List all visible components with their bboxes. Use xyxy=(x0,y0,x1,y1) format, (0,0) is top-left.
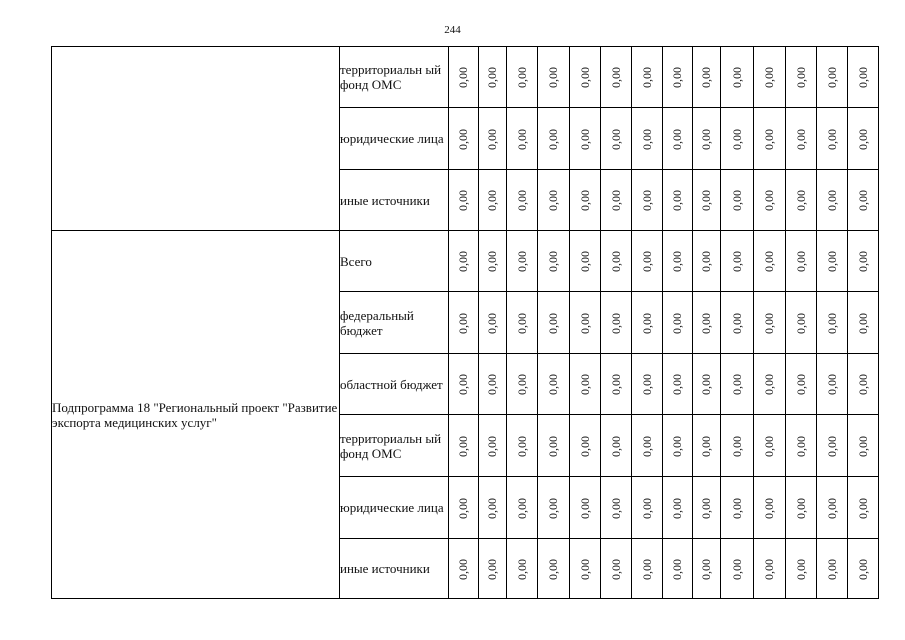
value-cell xyxy=(538,231,570,292)
funding-source-cell: иные источники xyxy=(340,539,449,599)
value-text: 0,00 xyxy=(793,251,808,272)
value-cell xyxy=(570,47,601,108)
value-text: 0,00 xyxy=(639,497,654,519)
value-text: 0,00 xyxy=(608,190,623,211)
funding-source-cell: юридические лица xyxy=(340,108,449,170)
value-cell xyxy=(693,415,721,477)
value-cell xyxy=(786,539,817,599)
value-cell xyxy=(848,231,879,292)
value-cell xyxy=(848,415,879,477)
value-text: 0,00 xyxy=(608,67,623,88)
value-cell xyxy=(601,415,632,477)
value-text: 0,00 xyxy=(762,67,776,88)
value-text: 0,00 xyxy=(855,435,870,457)
value-text: 0,00 xyxy=(639,190,654,211)
value-text: 0,00 xyxy=(546,67,560,88)
value-cell xyxy=(479,108,507,170)
value-cell xyxy=(663,539,693,599)
value-text: 0,00 xyxy=(608,435,623,457)
value-text: 0,00 xyxy=(855,497,870,519)
value-text: 0,00 xyxy=(485,497,499,519)
value-text: 0,00 xyxy=(485,190,499,211)
value-text: 0,00 xyxy=(670,497,684,519)
value-text: 0,00 xyxy=(670,190,684,211)
value-cell xyxy=(449,415,479,477)
value-cell xyxy=(449,477,479,539)
value-cell xyxy=(721,292,754,354)
value-text: 0,00 xyxy=(699,251,713,272)
value-cell xyxy=(817,539,848,599)
value-cell xyxy=(786,47,817,108)
value-text: 0,00 xyxy=(485,374,499,395)
value-cell xyxy=(663,231,693,292)
value-cell xyxy=(570,108,601,170)
value-cell xyxy=(507,47,538,108)
value-cell xyxy=(817,354,848,415)
value-cell xyxy=(479,47,507,108)
value-text: 0,00 xyxy=(546,558,560,580)
value-text: 0,00 xyxy=(577,251,592,272)
value-cell xyxy=(693,539,721,599)
value-cell xyxy=(663,292,693,354)
value-cell xyxy=(507,231,538,292)
value-text: 0,00 xyxy=(762,251,776,272)
value-text: 0,00 xyxy=(577,67,592,88)
value-cell xyxy=(721,231,754,292)
value-cell xyxy=(786,292,817,354)
value-text: 0,00 xyxy=(456,435,470,457)
funding-source-cell: федеральный бюджет xyxy=(340,292,449,354)
value-text: 0,00 xyxy=(855,190,870,211)
value-text: 0,00 xyxy=(793,558,808,580)
value-text: 0,00 xyxy=(670,558,684,580)
value-text: 0,00 xyxy=(699,190,713,211)
value-cell xyxy=(538,539,570,599)
value-cell xyxy=(570,354,601,415)
value-cell xyxy=(817,108,848,170)
value-text: 0,00 xyxy=(514,190,529,211)
value-cell xyxy=(538,415,570,477)
value-text: 0,00 xyxy=(577,374,592,395)
value-cell xyxy=(632,170,663,231)
table-row xyxy=(52,47,879,108)
value-text: 0,00 xyxy=(699,435,713,457)
value-cell xyxy=(632,477,663,539)
value-text: 0,00 xyxy=(699,497,713,519)
value-cell xyxy=(817,47,848,108)
value-text: 0,00 xyxy=(639,67,654,88)
value-cell xyxy=(754,292,786,354)
value-text: 0,00 xyxy=(577,497,592,519)
value-text: 0,00 xyxy=(670,435,684,457)
value-cell xyxy=(721,477,754,539)
value-cell xyxy=(754,108,786,170)
value-text: 0,00 xyxy=(577,190,592,211)
value-text: 0,00 xyxy=(670,312,684,334)
value-text: 0,00 xyxy=(793,67,808,88)
value-text: 0,00 xyxy=(639,312,654,334)
value-cell xyxy=(601,354,632,415)
value-cell xyxy=(449,539,479,599)
value-cell xyxy=(817,477,848,539)
value-text: 0,00 xyxy=(762,190,776,211)
value-cell xyxy=(570,231,601,292)
value-text: 0,00 xyxy=(514,374,529,395)
value-cell xyxy=(507,170,538,231)
value-cell xyxy=(507,292,538,354)
value-cell xyxy=(479,231,507,292)
value-text: 0,00 xyxy=(793,190,808,211)
value-cell xyxy=(848,354,879,415)
value-cell xyxy=(449,108,479,170)
value-cell xyxy=(538,292,570,354)
value-cell xyxy=(663,47,693,108)
value-text: 0,00 xyxy=(514,435,529,457)
value-text: 0,00 xyxy=(608,558,623,580)
value-text: 0,00 xyxy=(729,190,744,211)
value-cell xyxy=(721,354,754,415)
value-text: 0,00 xyxy=(577,558,592,580)
value-cell xyxy=(601,477,632,539)
value-text: 0,00 xyxy=(824,128,839,150)
value-text: 0,00 xyxy=(855,312,870,334)
value-cell xyxy=(663,477,693,539)
value-text: 0,00 xyxy=(670,67,684,88)
value-cell xyxy=(479,477,507,539)
value-text: 0,00 xyxy=(762,558,776,580)
value-cell xyxy=(693,108,721,170)
value-text: 0,00 xyxy=(670,251,684,272)
value-text: 0,00 xyxy=(762,497,776,519)
value-cell xyxy=(507,477,538,539)
value-text: 0,00 xyxy=(729,312,744,334)
value-cell xyxy=(570,170,601,231)
value-text: 0,00 xyxy=(670,128,684,150)
value-text: 0,00 xyxy=(456,251,470,272)
value-cell xyxy=(693,477,721,539)
value-text: 0,00 xyxy=(608,312,623,334)
value-cell xyxy=(449,47,479,108)
value-cell xyxy=(721,539,754,599)
value-cell xyxy=(479,539,507,599)
value-text: 0,00 xyxy=(824,312,839,334)
value-text: 0,00 xyxy=(699,67,713,88)
value-cell xyxy=(479,354,507,415)
value-text: 0,00 xyxy=(485,558,499,580)
value-text: 0,00 xyxy=(855,251,870,272)
value-cell xyxy=(848,539,879,599)
value-cell xyxy=(721,415,754,477)
value-cell xyxy=(848,47,879,108)
value-cell xyxy=(817,170,848,231)
value-text: 0,00 xyxy=(670,374,684,395)
value-cell xyxy=(754,47,786,108)
value-cell xyxy=(538,108,570,170)
value-cell xyxy=(848,292,879,354)
value-cell xyxy=(570,477,601,539)
value-text: 0,00 xyxy=(639,435,654,457)
value-cell xyxy=(754,354,786,415)
value-text: 0,00 xyxy=(456,67,470,88)
value-text: 0,00 xyxy=(514,67,529,88)
value-cell xyxy=(786,108,817,170)
value-cell xyxy=(693,47,721,108)
value-text: 0,00 xyxy=(699,558,713,580)
value-cell xyxy=(693,292,721,354)
value-cell xyxy=(479,415,507,477)
value-text: 0,00 xyxy=(456,497,470,519)
value-cell xyxy=(754,539,786,599)
value-text: 0,00 xyxy=(546,190,560,211)
value-text: 0,00 xyxy=(456,312,470,334)
value-cell xyxy=(848,477,879,539)
value-text: 0,00 xyxy=(456,190,470,211)
value-cell xyxy=(507,108,538,170)
value-text: 0,00 xyxy=(546,251,560,272)
value-text: 0,00 xyxy=(824,374,839,395)
value-text: 0,00 xyxy=(456,128,470,150)
value-text: 0,00 xyxy=(485,128,499,150)
value-cell xyxy=(601,539,632,599)
value-cell xyxy=(754,415,786,477)
value-cell xyxy=(632,108,663,170)
value-text: 0,00 xyxy=(639,558,654,580)
value-cell xyxy=(601,47,632,108)
value-cell xyxy=(449,231,479,292)
value-text: 0,00 xyxy=(762,128,776,150)
value-text: 0,00 xyxy=(639,128,654,150)
value-text: 0,00 xyxy=(485,67,499,88)
value-text: 0,00 xyxy=(546,435,560,457)
value-text: 0,00 xyxy=(699,374,713,395)
page-number: 244 xyxy=(444,24,461,36)
funding-source-cell: территориальн ый фонд ОМС xyxy=(340,415,449,477)
value-text: 0,00 xyxy=(729,497,744,519)
value-cell xyxy=(721,170,754,231)
value-text: 0,00 xyxy=(793,128,808,150)
value-cell xyxy=(754,477,786,539)
value-cell xyxy=(507,354,538,415)
value-cell xyxy=(817,231,848,292)
funding-source-cell: юридические лица xyxy=(340,477,449,539)
value-cell xyxy=(479,170,507,231)
value-text: 0,00 xyxy=(608,251,623,272)
value-cell xyxy=(601,108,632,170)
value-cell xyxy=(479,292,507,354)
value-text: 0,00 xyxy=(639,251,654,272)
value-text: 0,00 xyxy=(456,374,470,395)
value-cell xyxy=(848,108,879,170)
budget-table xyxy=(51,46,879,599)
value-text: 0,00 xyxy=(824,435,839,457)
value-cell xyxy=(507,539,538,599)
value-cell xyxy=(601,231,632,292)
value-cell xyxy=(632,47,663,108)
value-text: 0,00 xyxy=(793,435,808,457)
value-text: 0,00 xyxy=(793,312,808,334)
value-text: 0,00 xyxy=(793,374,808,395)
value-text: 0,00 xyxy=(514,497,529,519)
value-text: 0,00 xyxy=(729,128,744,150)
value-cell xyxy=(848,170,879,231)
value-cell xyxy=(449,292,479,354)
value-text: 0,00 xyxy=(793,497,808,519)
value-cell xyxy=(632,539,663,599)
value-text: 0,00 xyxy=(699,312,713,334)
value-cell xyxy=(721,47,754,108)
value-text: 0,00 xyxy=(577,435,592,457)
value-cell xyxy=(817,292,848,354)
value-cell xyxy=(754,170,786,231)
value-text: 0,00 xyxy=(546,128,560,150)
value-cell xyxy=(632,231,663,292)
value-cell xyxy=(449,354,479,415)
value-cell xyxy=(786,231,817,292)
value-cell xyxy=(693,170,721,231)
value-cell xyxy=(786,477,817,539)
value-text: 0,00 xyxy=(729,67,744,88)
value-text: 0,00 xyxy=(855,128,870,150)
value-text: 0,00 xyxy=(762,312,776,334)
program-name-cell: Подпрограмма 18 "Региональный проект "Развитие экспорта медицинских услуг" xyxy=(52,231,340,599)
value-text: 0,00 xyxy=(485,435,499,457)
value-cell xyxy=(693,231,721,292)
value-text: 0,00 xyxy=(514,558,529,580)
value-cell xyxy=(817,415,848,477)
program-name-cell xyxy=(52,47,340,231)
value-cell xyxy=(693,354,721,415)
value-cell xyxy=(538,47,570,108)
value-text: 0,00 xyxy=(729,251,744,272)
value-text: 0,00 xyxy=(699,128,713,150)
value-text: 0,00 xyxy=(824,497,839,519)
value-text: 0,00 xyxy=(514,128,529,150)
value-text: 0,00 xyxy=(729,374,744,395)
value-text: 0,00 xyxy=(639,374,654,395)
value-cell xyxy=(663,415,693,477)
value-text: 0,00 xyxy=(514,251,529,272)
value-cell xyxy=(663,108,693,170)
value-text: 0,00 xyxy=(762,374,776,395)
value-text: 0,00 xyxy=(608,128,623,150)
value-text: 0,00 xyxy=(855,67,870,88)
funding-source-cell: территориальн ый фонд ОМС xyxy=(340,47,449,108)
value-text: 0,00 xyxy=(824,558,839,580)
value-text: 0,00 xyxy=(546,497,560,519)
value-text: 0,00 xyxy=(855,558,870,580)
value-text: 0,00 xyxy=(608,374,623,395)
value-cell xyxy=(632,415,663,477)
value-cell xyxy=(663,170,693,231)
value-cell xyxy=(538,354,570,415)
value-cell xyxy=(507,415,538,477)
value-cell xyxy=(449,170,479,231)
funding-source-cell: областной бюджет xyxy=(340,354,449,415)
value-cell xyxy=(570,292,601,354)
value-cell xyxy=(786,170,817,231)
value-text: 0,00 xyxy=(762,435,776,457)
value-cell xyxy=(663,354,693,415)
value-cell xyxy=(570,415,601,477)
value-text: 0,00 xyxy=(824,67,839,88)
value-text: 0,00 xyxy=(729,435,744,457)
value-text: 0,00 xyxy=(855,374,870,395)
value-cell xyxy=(632,292,663,354)
value-cell xyxy=(538,170,570,231)
value-text: 0,00 xyxy=(824,251,839,272)
funding-source-cell: иные источники xyxy=(340,170,449,231)
value-cell xyxy=(786,415,817,477)
value-text: 0,00 xyxy=(485,251,499,272)
value-cell xyxy=(754,231,786,292)
value-cell xyxy=(538,477,570,539)
value-text: 0,00 xyxy=(608,497,623,519)
value-cell xyxy=(601,170,632,231)
value-text: 0,00 xyxy=(456,558,470,580)
value-text: 0,00 xyxy=(546,374,560,395)
value-text: 0,00 xyxy=(577,128,592,150)
funding-source-cell: Всего xyxy=(340,231,449,292)
value-cell xyxy=(786,354,817,415)
value-cell xyxy=(632,354,663,415)
value-cell xyxy=(601,292,632,354)
value-cell xyxy=(570,539,601,599)
value-text: 0,00 xyxy=(546,312,560,334)
value-text: 0,00 xyxy=(577,312,592,334)
value-cell xyxy=(721,108,754,170)
value-text: 0,00 xyxy=(824,190,839,211)
value-text: 0,00 xyxy=(485,312,499,334)
value-text: 0,00 xyxy=(514,312,529,334)
value-text: 0,00 xyxy=(729,558,744,580)
table-row xyxy=(52,231,879,292)
